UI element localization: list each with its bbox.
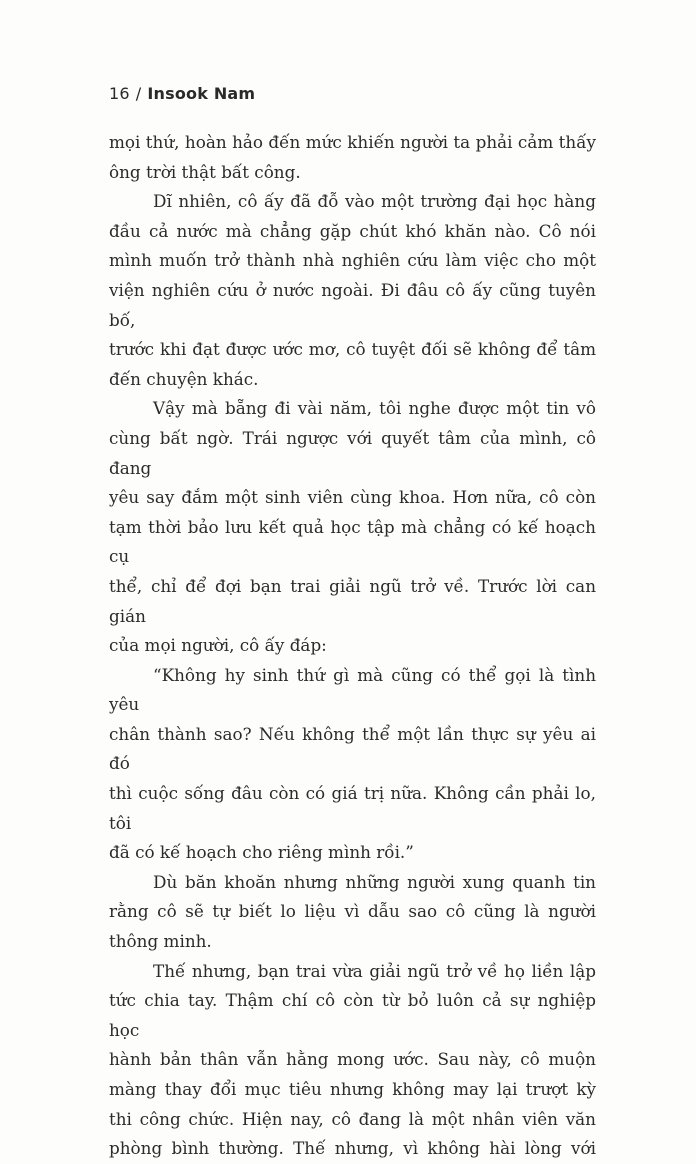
- header-separator: /: [135, 84, 142, 103]
- author-name: Insook Nam: [147, 84, 256, 103]
- paragraph: [109, 187, 596, 394]
- text-line: ông trời thật bất công.: [109, 161, 301, 182]
- text-line: yêu say đắm một sinh viên cùng khoa. Hơn nữa, cô còn: [109, 487, 596, 508]
- text-line: Dĩ nhiên, cô ấy đã đỗ vào một trường đại học hàng: [153, 191, 596, 212]
- body-text: [109, 128, 596, 1164]
- text-line: Thế nhưng, bạn trai vừa giải ngũ trở về họ liền lập: [153, 960, 596, 981]
- paragraph: [109, 661, 596, 868]
- page-number: 16: [109, 84, 130, 103]
- text-line: cùng bất ngờ. Trái ngược với quyết tâm của mình, cô đang: [109, 427, 596, 478]
- text-line: mọi thứ, hoàn hảo đến mức khiến người ta phải cảm thấy: [109, 132, 596, 152]
- text-line: chân thành sao? Nếu không thể một lần thực sự yêu ai đó: [109, 723, 596, 774]
- text-line: hành bản thân vẫn hằng mong ước. Sau này, cô muộn: [109, 1049, 596, 1070]
- text-line: của mọi người, cô ấy đáp:: [109, 635, 327, 656]
- text-line: phòng bình thường. Thế nhưng, vì không hài lòng với: [109, 1138, 596, 1159]
- text-line: tức chia tay. Thậm chí cô còn từ bỏ luôn cả sự nghiệp học: [109, 990, 596, 1040]
- text-line: đã có kế hoạch cho riêng mình rồi.”: [109, 842, 414, 863]
- text-line: trước khi đạt được ước mơ, cô tuyệt đối sẽ không để tâm: [109, 339, 596, 360]
- text-line: đầu cả nước mà chẳng gặp chút khó khăn nào. Cô nói: [109, 220, 596, 241]
- text-line: thì cuộc sống đâu còn có giá trị nữa. Không cần phải lo, tôi: [109, 783, 596, 833]
- text-line: Vậy mà bẵng đi vài năm, tôi nghe được một tin vô: [153, 398, 596, 419]
- text-line: rằng cô sẽ tự biết lo liệu vì dẫu sao cô cũng là người: [109, 901, 596, 922]
- text-line: Dù băn khoăn nhưng những người xung quanh tin: [153, 871, 596, 892]
- text-line: thông minh.: [109, 931, 212, 952]
- text-line: “Không hy sinh thứ gì mà cũng có thể gọi là tình yêu: [109, 664, 596, 715]
- text-line: mình muốn trở thành nhà nghiên cứu làm việc cho một: [109, 250, 596, 271]
- paragraph: [109, 957, 596, 1164]
- text-line: thể, chỉ để đợi bạn trai giải ngũ trở về. Trước lời can gián: [109, 575, 596, 626]
- paragraph: [109, 394, 596, 660]
- paragraph: [109, 128, 596, 187]
- paragraph: [109, 868, 596, 957]
- text-line: màng thay đổi mục tiêu nhưng không may lại trượt kỳ: [109, 1079, 596, 1099]
- text-line: đến chuyện khác.: [109, 368, 259, 389]
- running-header: [109, 84, 255, 103]
- text-line: viện nghiên cứu ở nước ngoài. Đi đâu cô ấy cũng tuyên bố,: [109, 279, 596, 330]
- text-line: tạm thời bảo lưu kết quả học tập mà chẳng có kế hoạch cụ: [109, 516, 596, 567]
- text-line: thi công chức. Hiện nay, cô đang là một nhân viên văn: [109, 1108, 596, 1129]
